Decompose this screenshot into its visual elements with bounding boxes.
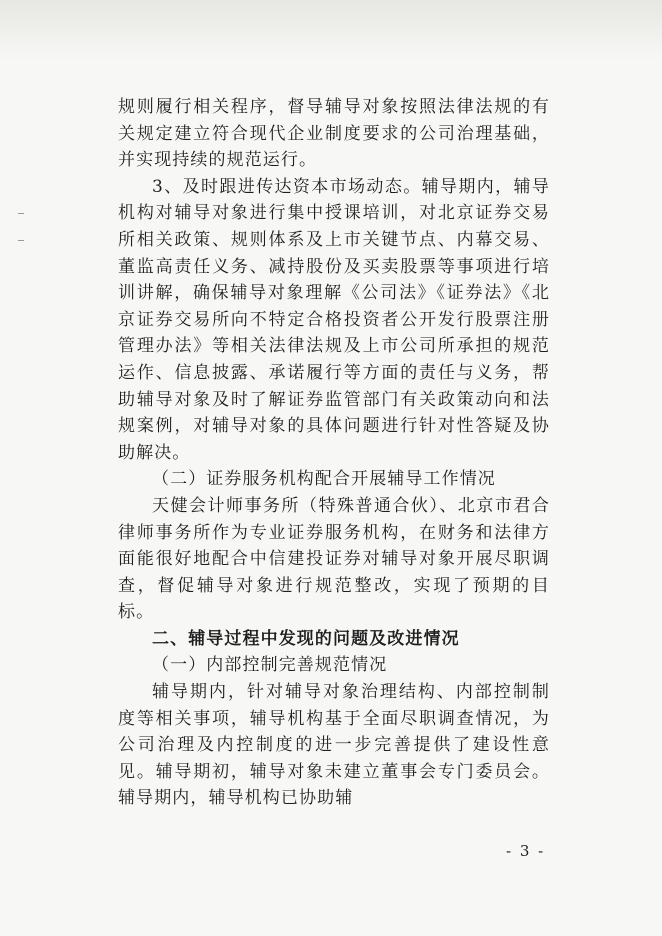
- document-body: [118, 94, 550, 812]
- scan-shadow: [0, 0, 662, 60]
- section-heading-issues: 二、辅导过程中发现的问题及改进情况: [152, 628, 460, 649]
- margin-mark: [18, 213, 24, 214]
- page-number: - 3 -: [506, 842, 546, 860]
- margin-mark: [18, 240, 24, 241]
- subheading-securities-service: （二）证券服务机构配合开展辅导工作情况: [152, 469, 496, 490]
- paragraph-internal-control: 辅导期内，针对辅导对象治理结构、内部控制制度等相关事项，辅导机构基于全面尽职调查情况，为公司治理及内控制度的进一步完善提供了建设性意见。辅导期初，辅导对象未建立董事会专门委员会。辅导期内，辅导机构已协助辅: [118, 682, 550, 809]
- paragraph-service-institutions: 天健会计师事务所（特殊普通合伙）、北京市君合律师事务所作为专业证券服务机构，在财务和法律方面能很好地配合中信建投证券对辅导对象开展尽职调查，督促辅导对象进行规范整改，实现了预期的目标。: [118, 495, 550, 623]
- subheading-internal-control: （一）内部控制完善规范情况: [152, 655, 388, 676]
- paragraph-capital-market: 3、及时跟进传达资本市场动态。辅导期内，辅导机构对辅导对象进行集中授课培训，对北京证券交易所相关政策、规则体系及上市关键节点、内幕交易、董监高责任义务、减持股份及买卖股票等事项进行培训讲解，确保辅导对象理解《公司法》《证券法》《北京证券交易所向不特定合格投资者公开发行股票注册管理办法》等相关法律法规及上市公司所承担的规范运作、信息披露、承诺履行等方面的责任与义务，帮助辅导对象及时了解证券监管部门有关政策动向和法规案例，对辅导对象的具体问题进行针对性答疑及协助解决。: [118, 176, 550, 463]
- paragraph-continuation: 规则履行相关程序，督导辅导对象按照法律法规的有关规定建立符合现代企业制度要求的公司治理基础，并实现持续的规范运行。: [118, 97, 550, 171]
